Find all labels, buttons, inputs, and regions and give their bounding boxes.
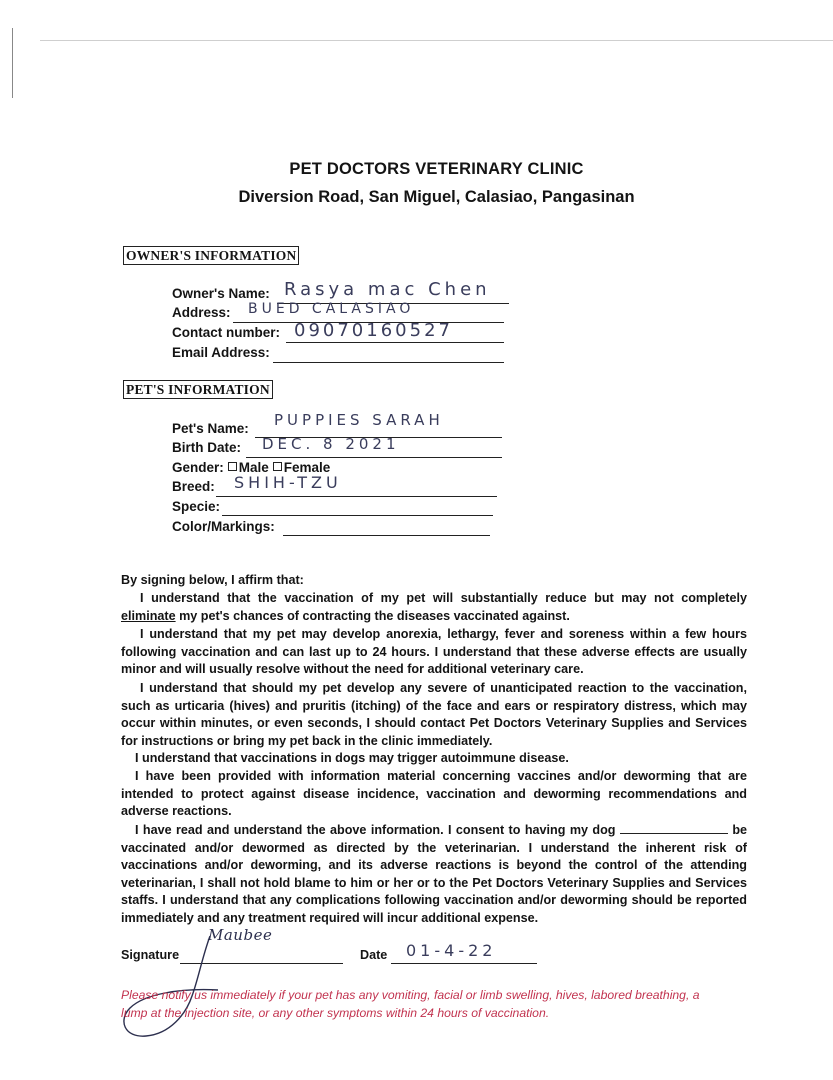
consent-paragraph-1 <box>121 590 747 625</box>
breed-line[interactable] <box>216 496 497 497</box>
consent-p1-text-a: I understand that the vaccination of my pet will substantially reduce but may not completely <box>140 591 747 605</box>
birth-date-label: Birth Date: <box>172 440 242 455</box>
consent-paragraph-4: I understand that vaccinations in dogs may trigger autoimmune disease. <box>135 751 569 765</box>
pet-section-heading: PET'S INFORMATION <box>123 380 273 399</box>
clinic-address: Diversion Road, San Miguel, Calasiao, Pangasinan <box>238 188 635 206</box>
owner-name-value: Rasya mac Chen <box>284 279 491 300</box>
address-label: Address: <box>172 305 231 320</box>
consent-p6-text-b: be vaccinated and/or dewormed as directed by the veterinarian. I understand the inherent risk of vaccinations and/or deworming, and its adverse reactions is beyond the control of the attending veterinarian, I shall not hold blame to him or her or to the Pet Doctors Veterinary Supplies and Services staffs. I understand that any complications following vaccination and/or deworming should be reported immediately and any treatment required will incur additional expense. <box>121 823 748 925</box>
breed-label: Breed: <box>172 479 215 494</box>
signed-name: Maubee <box>208 926 273 944</box>
pet-name-value: PUPPIES SARAH <box>274 411 444 429</box>
consent-paragraph-2: I understand that my pet may develop anorexia, lethargy, fever and soreness within a few hours following vaccination and can last up to 24 hours. I understand that these adverse effects are usually minor and will usually resolve without the need for additional veterinary care. <box>121 627 747 677</box>
gender-label: Gender: <box>172 460 224 475</box>
contact-line[interactable] <box>286 342 504 343</box>
consent-p1-text-b: my pet's chances of contracting the diseases vaccinated against. <box>179 608 570 623</box>
clinic-name: PET DOCTORS VETERINARY CLINIC <box>289 160 584 178</box>
date-value: 01-4-22 <box>406 941 497 960</box>
scan-edge-top <box>40 40 833 41</box>
scan-edge-left <box>12 28 13 98</box>
contact-label: Contact number: <box>172 325 280 340</box>
email-line[interactable] <box>273 362 504 363</box>
consent-paragraph-6 <box>121 822 747 928</box>
birth-date-value: DEC. 8 2021 <box>262 435 400 453</box>
date-line[interactable] <box>391 963 537 964</box>
consent-paragraph-5: I have been provided with information material concerning vaccines and/or deworming that are intended to protect against disease incidence, vaccination and deworming recommendations and adverse reactions. <box>121 769 747 819</box>
breed-value: SHIH-TZU <box>234 473 342 492</box>
color-line[interactable] <box>283 535 490 536</box>
female-option-label: Female <box>283 460 331 475</box>
dog-name-blank[interactable] <box>620 822 728 834</box>
contact-value: 09070160527 <box>294 320 453 341</box>
address-value: BUED CALASIAO <box>248 301 415 317</box>
consent-p6-text-a: I have read and understand the above information. I consent to having my dog <box>135 823 616 837</box>
owner-name-label: Owner's Name: <box>172 286 270 301</box>
consent-p1-underlined: eliminate <box>121 608 176 623</box>
male-option-label: Male <box>238 460 269 475</box>
female-checkbox[interactable] <box>273 462 282 471</box>
pet-name-label: Pet's Name: <box>172 421 249 436</box>
specie-label: Specie: <box>172 499 221 514</box>
consent-intro: By signing below, I affirm that: <box>121 573 304 587</box>
birth-date-line[interactable] <box>246 457 502 458</box>
owner-section-heading: OWNER'S INFORMATION <box>123 246 299 265</box>
signature-label: Signature <box>121 948 180 962</box>
notice-text: Please notify us immediately if your pet has any vomiting, facial or limb swelling, hives, labored breathing, a lump at the injection site, or any other symptoms within 24 hours of vaccination. <box>121 988 700 1020</box>
email-label: Email Address: <box>172 345 270 360</box>
color-label: Color/Markings: <box>172 519 275 534</box>
male-checkbox[interactable] <box>228 462 237 471</box>
specie-line[interactable] <box>222 515 493 516</box>
consent-paragraph-3: I understand that should my pet develop any severe of unanticipated reaction to the vaccination, such as urticaria (hives) and pruritis (itching) of the face and ears or respiratory distress, which may occur within minutes, or even seconds, I should contact Pet Doctors Veterinary Supplies and Services for instructions or bring my pet back in the clinic immediately. <box>121 681 747 748</box>
date-label: Date <box>360 948 388 962</box>
